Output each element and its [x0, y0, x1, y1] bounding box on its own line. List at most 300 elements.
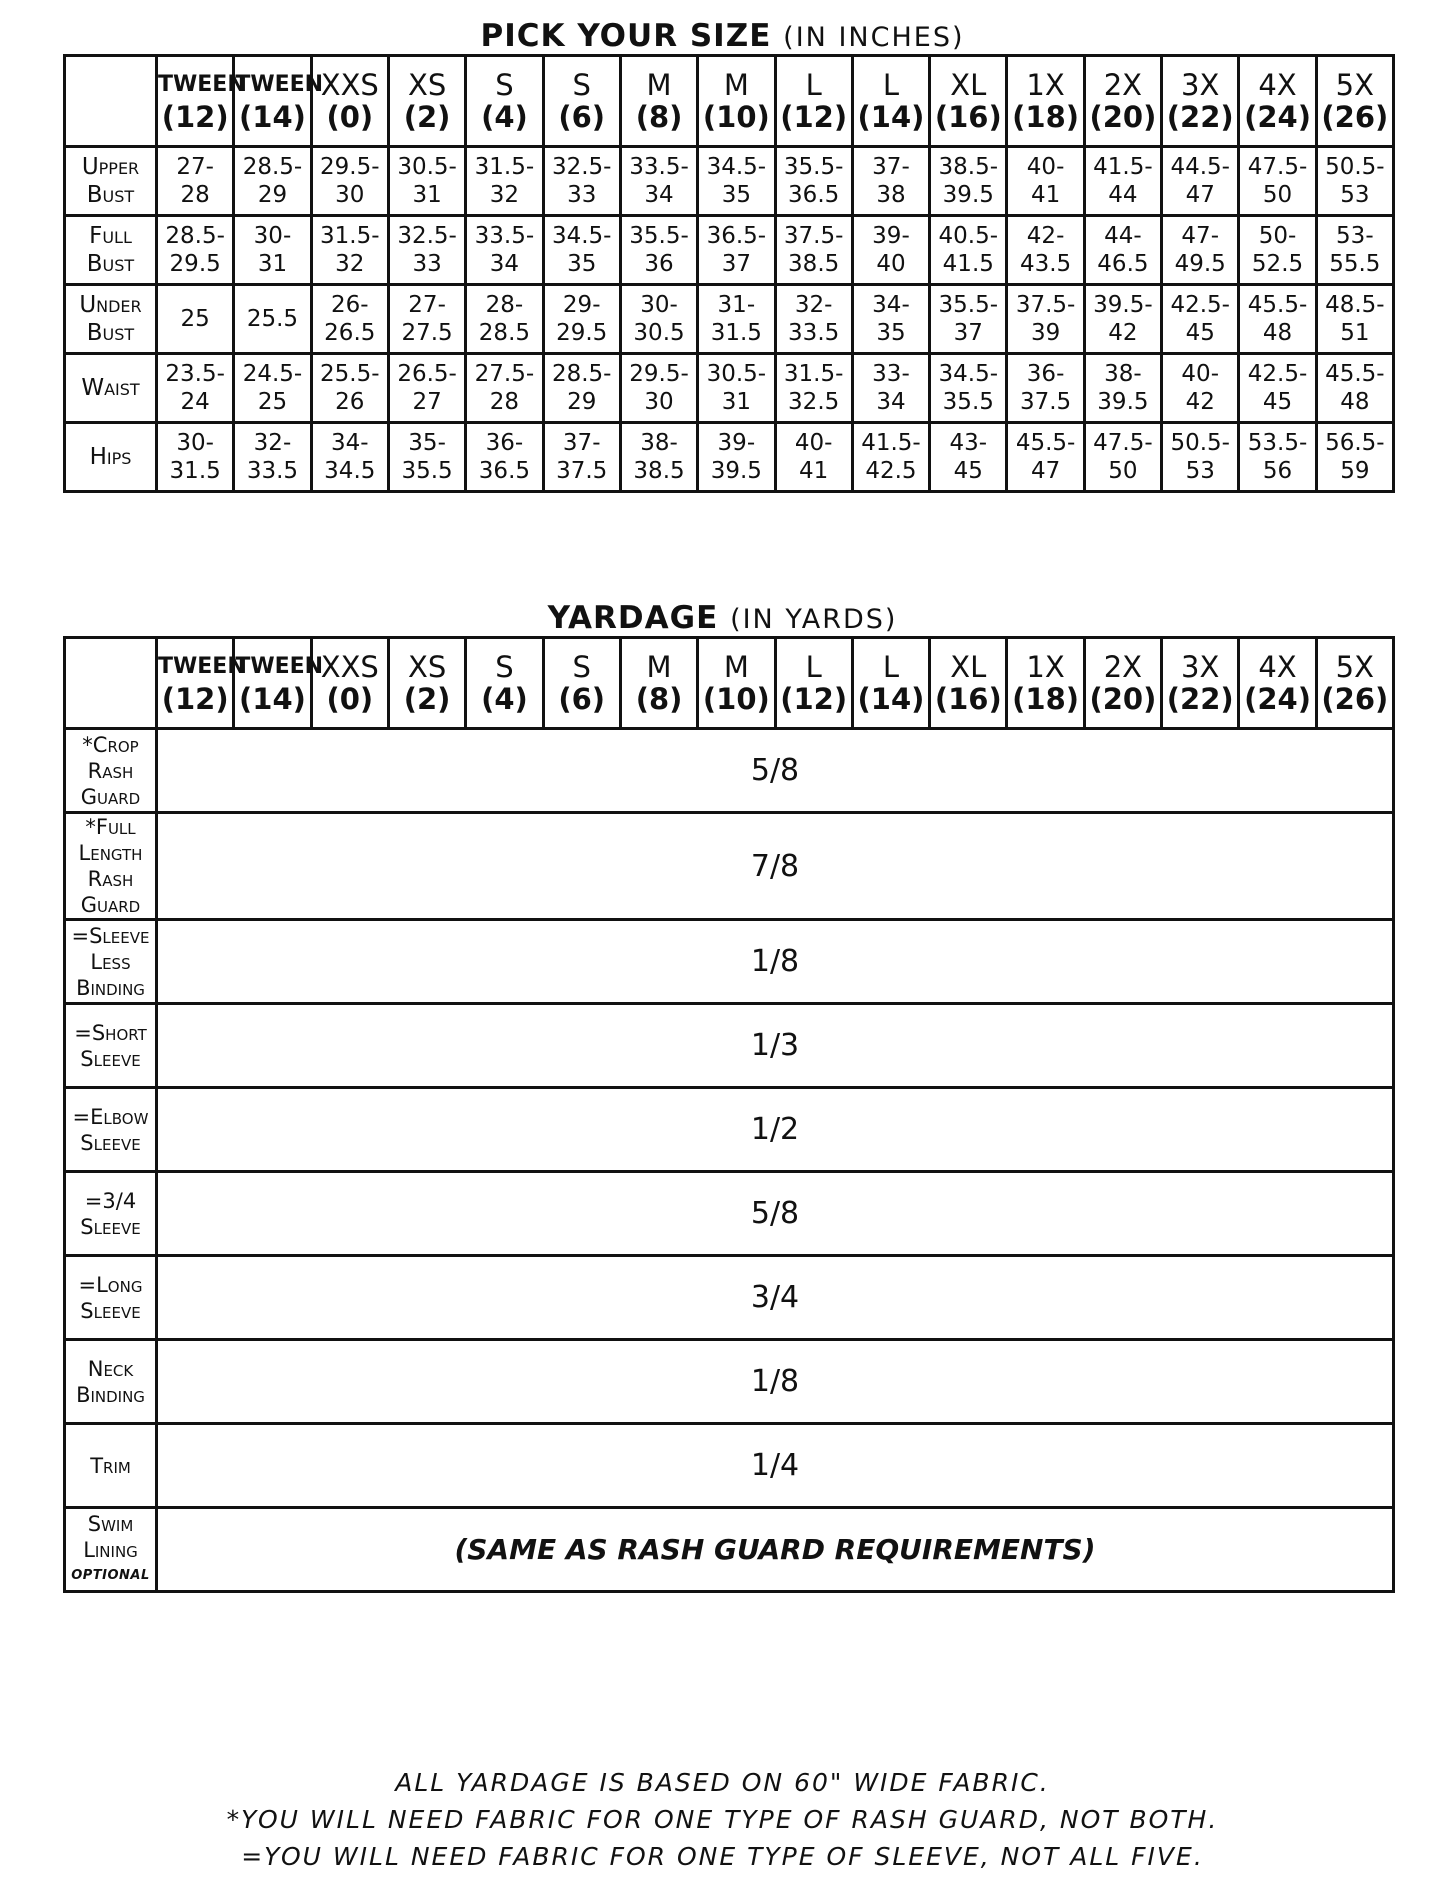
measurement-label-line: Upper: [81, 154, 140, 180]
measurement-value-line: 28.5-: [165, 223, 225, 249]
measurement-value: [543, 423, 620, 492]
yardage-chart-size-header: [234, 638, 324, 729]
measurement-value-line: 33.5-: [629, 154, 689, 180]
measurement-value-line: 33.5: [788, 320, 840, 346]
size-chart-size-header: [1007, 56, 1084, 147]
measurement-value: [620, 216, 697, 285]
measurement-value-line: 46.5: [1097, 251, 1149, 277]
measurement-value: [1007, 354, 1084, 423]
footnotes: [0, 1764, 1445, 1875]
measurement-value: [698, 147, 775, 216]
measurement-value-line: 44: [1108, 182, 1138, 208]
yardage-chart-size-header: [311, 638, 388, 729]
measurement-value-line: 34: [644, 182, 674, 208]
measurement-value-line: 51: [1340, 320, 1370, 346]
measurement-value: [543, 147, 620, 216]
size-number: (14): [857, 682, 925, 716]
size-label: S: [495, 68, 514, 102]
measurement-value: [157, 423, 234, 492]
size-label: 3X: [1181, 68, 1220, 102]
size-label: 4X: [1258, 68, 1297, 102]
size-label: 5X: [1335, 68, 1374, 102]
size-number: (2): [403, 682, 451, 716]
size-number: (12): [780, 100, 848, 134]
yardage-value: 1/8: [157, 920, 1394, 1004]
measurement-value-line: 25: [257, 389, 288, 415]
measurement-value-line: 32.5-: [397, 223, 457, 249]
measurement-value-line: 35.5-: [783, 154, 844, 180]
measurement-value-line: 27: [412, 389, 442, 415]
measurement-value-line: 42.5-: [1247, 361, 1308, 387]
measurement-value-line: 52.5: [1251, 251, 1304, 277]
size-chart-size-header: [1162, 56, 1239, 147]
size-number: (24): [1244, 682, 1311, 716]
measurement-value: [1084, 423, 1161, 492]
size-number: (10): [702, 682, 770, 716]
measurement-value-line: 50.5-: [1325, 154, 1385, 180]
yardage-label-line: =Sleeve: [71, 923, 150, 948]
measurement-value: [930, 354, 1007, 423]
size-label: XL: [950, 68, 987, 102]
measurement-value-line: 30: [335, 182, 365, 208]
measurement-value: [930, 216, 1007, 285]
measurement-value-line: 31.5: [710, 320, 762, 346]
measurement-value: [311, 216, 388, 285]
yardage-value: 3/4: [157, 1256, 1394, 1340]
measurement-value-line: 56: [1262, 458, 1293, 484]
yardage-label-line: Rash: [87, 867, 134, 891]
measurement-value-line: 36.5: [788, 182, 840, 208]
measurement-value-line: 32: [335, 251, 365, 277]
measurement-value-line: 50: [1262, 182, 1293, 208]
measurement-value: [1007, 216, 1084, 285]
yardage-chart-size-header: [543, 638, 620, 729]
measurement-value-line: 30-: [640, 292, 678, 318]
measurement-value-line: 28.5-: [242, 154, 303, 180]
yardage-chart-size-header: [1239, 638, 1316, 729]
size-number: (6): [558, 100, 606, 134]
measurement-value-line: 35.5-: [938, 292, 999, 318]
measurement-value-line: 32-: [253, 430, 292, 456]
measurement-value-line: 29.5: [556, 320, 608, 346]
measurement-value-line: 39: [1030, 320, 1061, 346]
measurement-value: [852, 354, 929, 423]
measurement-value: [1316, 423, 1393, 492]
size-label: M: [723, 650, 749, 684]
size-label: XS: [407, 68, 447, 102]
yardage-chart-table: [63, 636, 1395, 1593]
measurement-label-line: Under: [79, 292, 142, 318]
yardage-chart-header-row: [65, 638, 1394, 729]
measurement-value: [1007, 147, 1084, 216]
measurement-value-line: 56.5-: [1325, 430, 1385, 456]
yardage-label: [65, 1256, 157, 1340]
measurement-value: [311, 147, 388, 216]
measurement-value-line: 26-: [330, 292, 369, 318]
measurement-value-line: 30.5-: [706, 361, 767, 387]
measurement-value-line: 34.5-: [706, 154, 767, 180]
measurement-value: [1239, 147, 1316, 216]
measurement-value-line: 53.5-: [1247, 430, 1308, 456]
measurement-row: [65, 216, 1394, 285]
yardage-row: [65, 1508, 1394, 1592]
yardage-label: [65, 920, 157, 1004]
measurement-value: [1239, 354, 1316, 423]
measurement-value-line: 30.5-: [397, 154, 457, 180]
size-chart-title: [0, 18, 1445, 54]
yardage-chart-size-header: [775, 638, 852, 729]
measurement-value: [234, 216, 311, 285]
measurement-value-line: 29-: [562, 292, 601, 318]
footnote-sleeve: =YOU WILL NEED FABRIC FOR ONE TYPE OF SLEEVE, NOT ALL FIVE.: [241, 1842, 1204, 1871]
measurement-value: [698, 354, 775, 423]
measurement-value-line: 45.5-: [1325, 361, 1385, 387]
yardage-optional-note: OPTIONAL: [71, 1567, 150, 1583]
measurement-value-line: 50: [1108, 458, 1138, 484]
size-chart-size-header: [852, 56, 929, 147]
size-label: M: [646, 650, 672, 684]
measurement-value-line: 47: [1185, 182, 1215, 208]
size-label: M: [723, 68, 749, 102]
measurement-value-line: 32: [489, 182, 520, 208]
measurement-value-line: 33.5: [246, 458, 299, 484]
measurement-value: [157, 147, 234, 216]
measurement-value-line: 36: [644, 251, 674, 277]
measurement-value-line: 40.5-: [938, 223, 999, 249]
measurement-value: [388, 285, 465, 354]
yardage-label: [65, 729, 157, 813]
measurement-value-line: 45: [1185, 320, 1215, 346]
yardage-row: [65, 1340, 1394, 1424]
measurement-value: [543, 216, 620, 285]
measurement-value-line: 47.5-: [1093, 430, 1153, 456]
measurement-value: [620, 423, 697, 492]
measurement-value: [1316, 216, 1393, 285]
measurement-label: [65, 354, 157, 423]
measurement-value: [1084, 147, 1161, 216]
measurement-value-line: 29.5-: [629, 361, 689, 387]
yardage-value: 1/8: [157, 1340, 1394, 1424]
measurement-label-line: Full: [89, 223, 132, 249]
yardage-label-line: Guard: [80, 893, 141, 917]
size-number: (20): [1089, 100, 1157, 134]
measurement-value-line: 43-: [949, 430, 988, 456]
measurement-row: [65, 285, 1394, 354]
measurement-value-line: 34.5-: [551, 223, 612, 249]
measurement-value-line: 50-: [1258, 223, 1297, 249]
yardage-chart-title-text: YARDAGE: [547, 600, 719, 636]
size-label: S: [572, 650, 591, 684]
size-label: S: [572, 68, 591, 102]
yardage-chart-size-header: [930, 638, 1007, 729]
measurement-value-line: 34: [489, 251, 520, 277]
measurement-value-line: 27.5: [401, 320, 453, 346]
measurement-value-line: 30-: [176, 430, 214, 456]
yardage-chart-size-header: [1162, 638, 1239, 729]
measurement-value: [466, 423, 543, 492]
measurement-value-line: 28: [180, 182, 210, 208]
measurement-value-line: 45: [953, 458, 983, 484]
measurement-value-line: 49.5: [1174, 251, 1226, 277]
yardage-chart-unit: (IN YARDS): [730, 604, 898, 635]
measurement-value-line: 31.5-: [320, 223, 380, 249]
size-chart-size-header: [775, 56, 852, 147]
measurement-value: [388, 354, 465, 423]
measurement-value: [234, 354, 311, 423]
measurement-value-line: 42: [1185, 389, 1215, 415]
measurement-value-line: 25.5-: [320, 361, 380, 387]
measurement-value-line: 44.5-: [1170, 154, 1230, 180]
measurement-value-line: 29.5-: [320, 154, 380, 180]
yardage-label: [65, 1424, 157, 1508]
measurement-value-line: 24.5-: [242, 361, 303, 387]
yardage-row: [65, 1172, 1394, 1256]
size-label: 2X: [1103, 650, 1143, 684]
size-number: (8): [635, 100, 683, 134]
measurement-value-line: 27-: [176, 154, 214, 180]
yardage-row: [65, 729, 1394, 813]
measurement-value: [388, 147, 465, 216]
measurement-value: [234, 285, 311, 354]
size-chart-corner-cell: [65, 56, 157, 147]
measurement-value-line: 37.5-: [1015, 292, 1076, 318]
measurement-value-line: 45: [1262, 389, 1293, 415]
size-number: (12): [161, 100, 229, 134]
measurement-value-line: 48.5-: [1325, 292, 1385, 318]
measurement-value: [1316, 285, 1393, 354]
measurement-value-line: 30: [644, 389, 674, 415]
yardage-label-line: *Full: [85, 815, 136, 839]
yardage-value: 1/3: [157, 1004, 1394, 1088]
measurement-value: [930, 285, 1007, 354]
measurement-value: [1316, 147, 1393, 216]
measurement-value: [852, 423, 929, 492]
measurement-label-line: Bust: [86, 320, 135, 346]
measurement-value-line: 25: [180, 306, 210, 332]
size-chart-title-text: PICK YOUR SIZE: [480, 18, 772, 54]
measurement-value-line: 37: [721, 251, 751, 277]
measurement-value-line: 59: [1340, 458, 1370, 484]
size-label: TWEEN: [158, 72, 246, 97]
measurement-value: [157, 216, 234, 285]
measurement-value: [311, 285, 388, 354]
measurement-value: [852, 147, 929, 216]
measurement-value-line: 39.5: [942, 182, 994, 208]
yardage-label-line: =Short: [74, 1020, 147, 1045]
yardage-chart-size-header: [466, 638, 543, 729]
measurement-value: [1084, 285, 1161, 354]
measurement-value: [852, 216, 929, 285]
yardage-row: [65, 1424, 1394, 1508]
measurement-value-line: 31-: [717, 292, 756, 318]
measurement-value-line: 36.5: [478, 458, 531, 484]
size-number: (26): [1321, 682, 1389, 716]
measurement-value-line: 38-: [640, 430, 678, 456]
size-label: 3X: [1181, 650, 1220, 684]
measurement-value: [775, 423, 852, 492]
footnote-fabric-width: ALL YARDAGE IS BASED ON 60" WIDE FABRIC.: [395, 1768, 1050, 1797]
measurement-value-line: 41.5-: [1093, 154, 1153, 180]
measurement-value-line: 25.5: [246, 306, 299, 332]
measurement-value-line: 53: [1185, 458, 1215, 484]
measurement-value-line: 48: [1262, 320, 1293, 346]
measurement-value-line: 38.5-: [938, 154, 999, 180]
size-chart-size-header: [543, 56, 620, 147]
measurement-value: [466, 216, 543, 285]
measurement-value-line: 35: [567, 251, 597, 277]
measurement-row: [65, 354, 1394, 423]
size-label: S: [495, 650, 514, 684]
yardage-label-line: Binding: [76, 1382, 145, 1407]
size-chart-size-header: [234, 56, 324, 147]
measurement-value-line: 35-: [408, 430, 446, 456]
size-number: (22): [1166, 682, 1234, 716]
measurement-value: [620, 354, 697, 423]
size-chart-size-header: [466, 56, 543, 147]
measurement-value-line: 32.5: [788, 389, 840, 415]
measurement-value-line: 29.5: [169, 251, 221, 277]
yardage-label-line: Sleeve: [80, 1046, 141, 1071]
measurement-value-line: 37.5: [1019, 389, 1072, 415]
measurement-value-line: 55.5: [1329, 251, 1381, 277]
size-number: (0): [326, 100, 374, 134]
measurement-value-line: 37-: [562, 430, 601, 456]
size-number: (24): [1244, 100, 1311, 134]
yardage-value: 5/8: [157, 1172, 1394, 1256]
yardage-row: [65, 1088, 1394, 1172]
yardage-label: [65, 1088, 157, 1172]
size-label: XS: [407, 650, 447, 684]
measurement-value: [311, 423, 388, 492]
measurement-value: [1162, 147, 1239, 216]
measurement-value-line: 33: [567, 182, 597, 208]
size-label: L: [882, 68, 900, 102]
measurement-value-line: 42: [1108, 320, 1138, 346]
measurement-value-line: 38: [876, 182, 906, 208]
measurement-value-line: 36.5-: [706, 223, 767, 249]
size-number: (26): [1321, 100, 1389, 134]
size-chart-size-header: [1239, 56, 1316, 147]
size-label: M: [646, 68, 672, 102]
measurement-value: [620, 285, 697, 354]
size-label: TWEEN: [158, 654, 246, 679]
yardage-label-line: Binding: [76, 975, 145, 1000]
measurement-value-line: 47.5-: [1247, 154, 1308, 180]
size-chart-size-header: [311, 56, 388, 147]
size-number: (12): [161, 682, 229, 716]
size-label: XL: [950, 650, 987, 684]
measurement-value-line: 24: [180, 389, 210, 415]
measurement-value: [1239, 285, 1316, 354]
measurement-value-line: 45.5-: [1247, 292, 1308, 318]
measurement-value: [775, 285, 852, 354]
measurement-value-line: 35: [721, 182, 751, 208]
measurement-value-line: 42.5: [865, 458, 917, 484]
size-label: 4X: [1258, 650, 1297, 684]
measurement-value: [1007, 285, 1084, 354]
measurement-label-line: Waist: [81, 375, 140, 401]
yardage-value: 5/8: [157, 729, 1394, 813]
measurement-value-line: 39.5-: [1093, 292, 1153, 318]
measurement-value: [1239, 216, 1316, 285]
size-chart-unit: (IN INCHES): [783, 22, 965, 53]
measurement-value-line: 28.5: [478, 320, 531, 346]
measurement-value-line: 28: [489, 389, 520, 415]
measurement-value: [1162, 423, 1239, 492]
yardage-chart-size-header: [852, 638, 929, 729]
measurement-value-line: 41: [1030, 182, 1061, 208]
measurement-value: [620, 147, 697, 216]
measurement-value-line: 30.5: [633, 320, 685, 346]
measurement-value-line: 33-: [872, 361, 910, 387]
measurement-label-line: Bust: [86, 182, 135, 208]
size-number: (14): [239, 100, 306, 134]
size-number: (14): [239, 682, 306, 716]
measurement-value-line: 36-: [1026, 361, 1065, 387]
measurement-value-line: 47: [1030, 458, 1061, 484]
yardage-value: (SAME AS RASH GUARD REQUIREMENTS): [157, 1508, 1394, 1592]
measurement-value-line: 38.5: [633, 458, 685, 484]
yardage-label: [65, 1340, 157, 1424]
size-chart-size-header: [388, 56, 465, 147]
measurement-value-line: 43.5: [1019, 251, 1072, 277]
size-number: (4): [481, 682, 528, 716]
measurement-value-line: 30-: [253, 223, 292, 249]
measurement-value-line: 34-: [872, 292, 910, 318]
measurement-value-line: 29: [257, 182, 288, 208]
size-chart-size-header: [930, 56, 1007, 147]
measurement-row: [65, 147, 1394, 216]
measurement-value: [388, 216, 465, 285]
yardage-label-line: *Crop: [82, 732, 139, 757]
size-chart-size-header: [620, 56, 697, 147]
measurement-value: [1007, 423, 1084, 492]
measurement-value: [775, 354, 852, 423]
measurement-value-line: 50.5-: [1170, 430, 1230, 456]
yardage-label-line: Swim: [87, 1511, 134, 1536]
measurement-value-line: 39.5: [1097, 389, 1149, 415]
size-number: (20): [1089, 682, 1157, 716]
yardage-label-line: Sleeve: [80, 1130, 141, 1155]
size-number: (14): [857, 100, 925, 134]
footnote-rash-guard: *YOU WILL NEED FABRIC FOR ONE TYPE OF RASH GUARD, NOT BOTH.: [226, 1805, 1219, 1834]
measurement-value-line: 31.5: [169, 458, 221, 484]
measurement-value: [1162, 216, 1239, 285]
measurement-value: [234, 423, 311, 492]
measurement-value-line: 32-: [794, 292, 833, 318]
size-label: 2X: [1103, 68, 1143, 102]
measurement-value-line: 40-: [1026, 154, 1065, 180]
size-number: (22): [1166, 100, 1234, 134]
yardage-label-line: Guard: [80, 784, 141, 809]
measurement-label-line: Bust: [86, 251, 135, 277]
measurement-value-line: 31: [412, 182, 442, 208]
yardage-label: [65, 813, 157, 920]
measurement-value-line: 31: [257, 251, 288, 277]
measurement-value-line: 33: [412, 251, 442, 277]
measurement-value-line: 28-: [485, 292, 524, 318]
yardage-label-line: =Elbow: [72, 1104, 149, 1129]
measurement-value-line: 31.5-: [474, 154, 535, 180]
measurement-value: [157, 354, 234, 423]
measurement-value-line: 28.5-: [551, 361, 612, 387]
measurement-label: [65, 216, 157, 285]
yardage-chart-size-header: [1084, 638, 1161, 729]
measurement-value-line: 32.5-: [551, 154, 612, 180]
yardage-row: [65, 920, 1394, 1004]
measurement-value-line: 41.5: [942, 251, 994, 277]
yardage-row: [65, 813, 1394, 920]
